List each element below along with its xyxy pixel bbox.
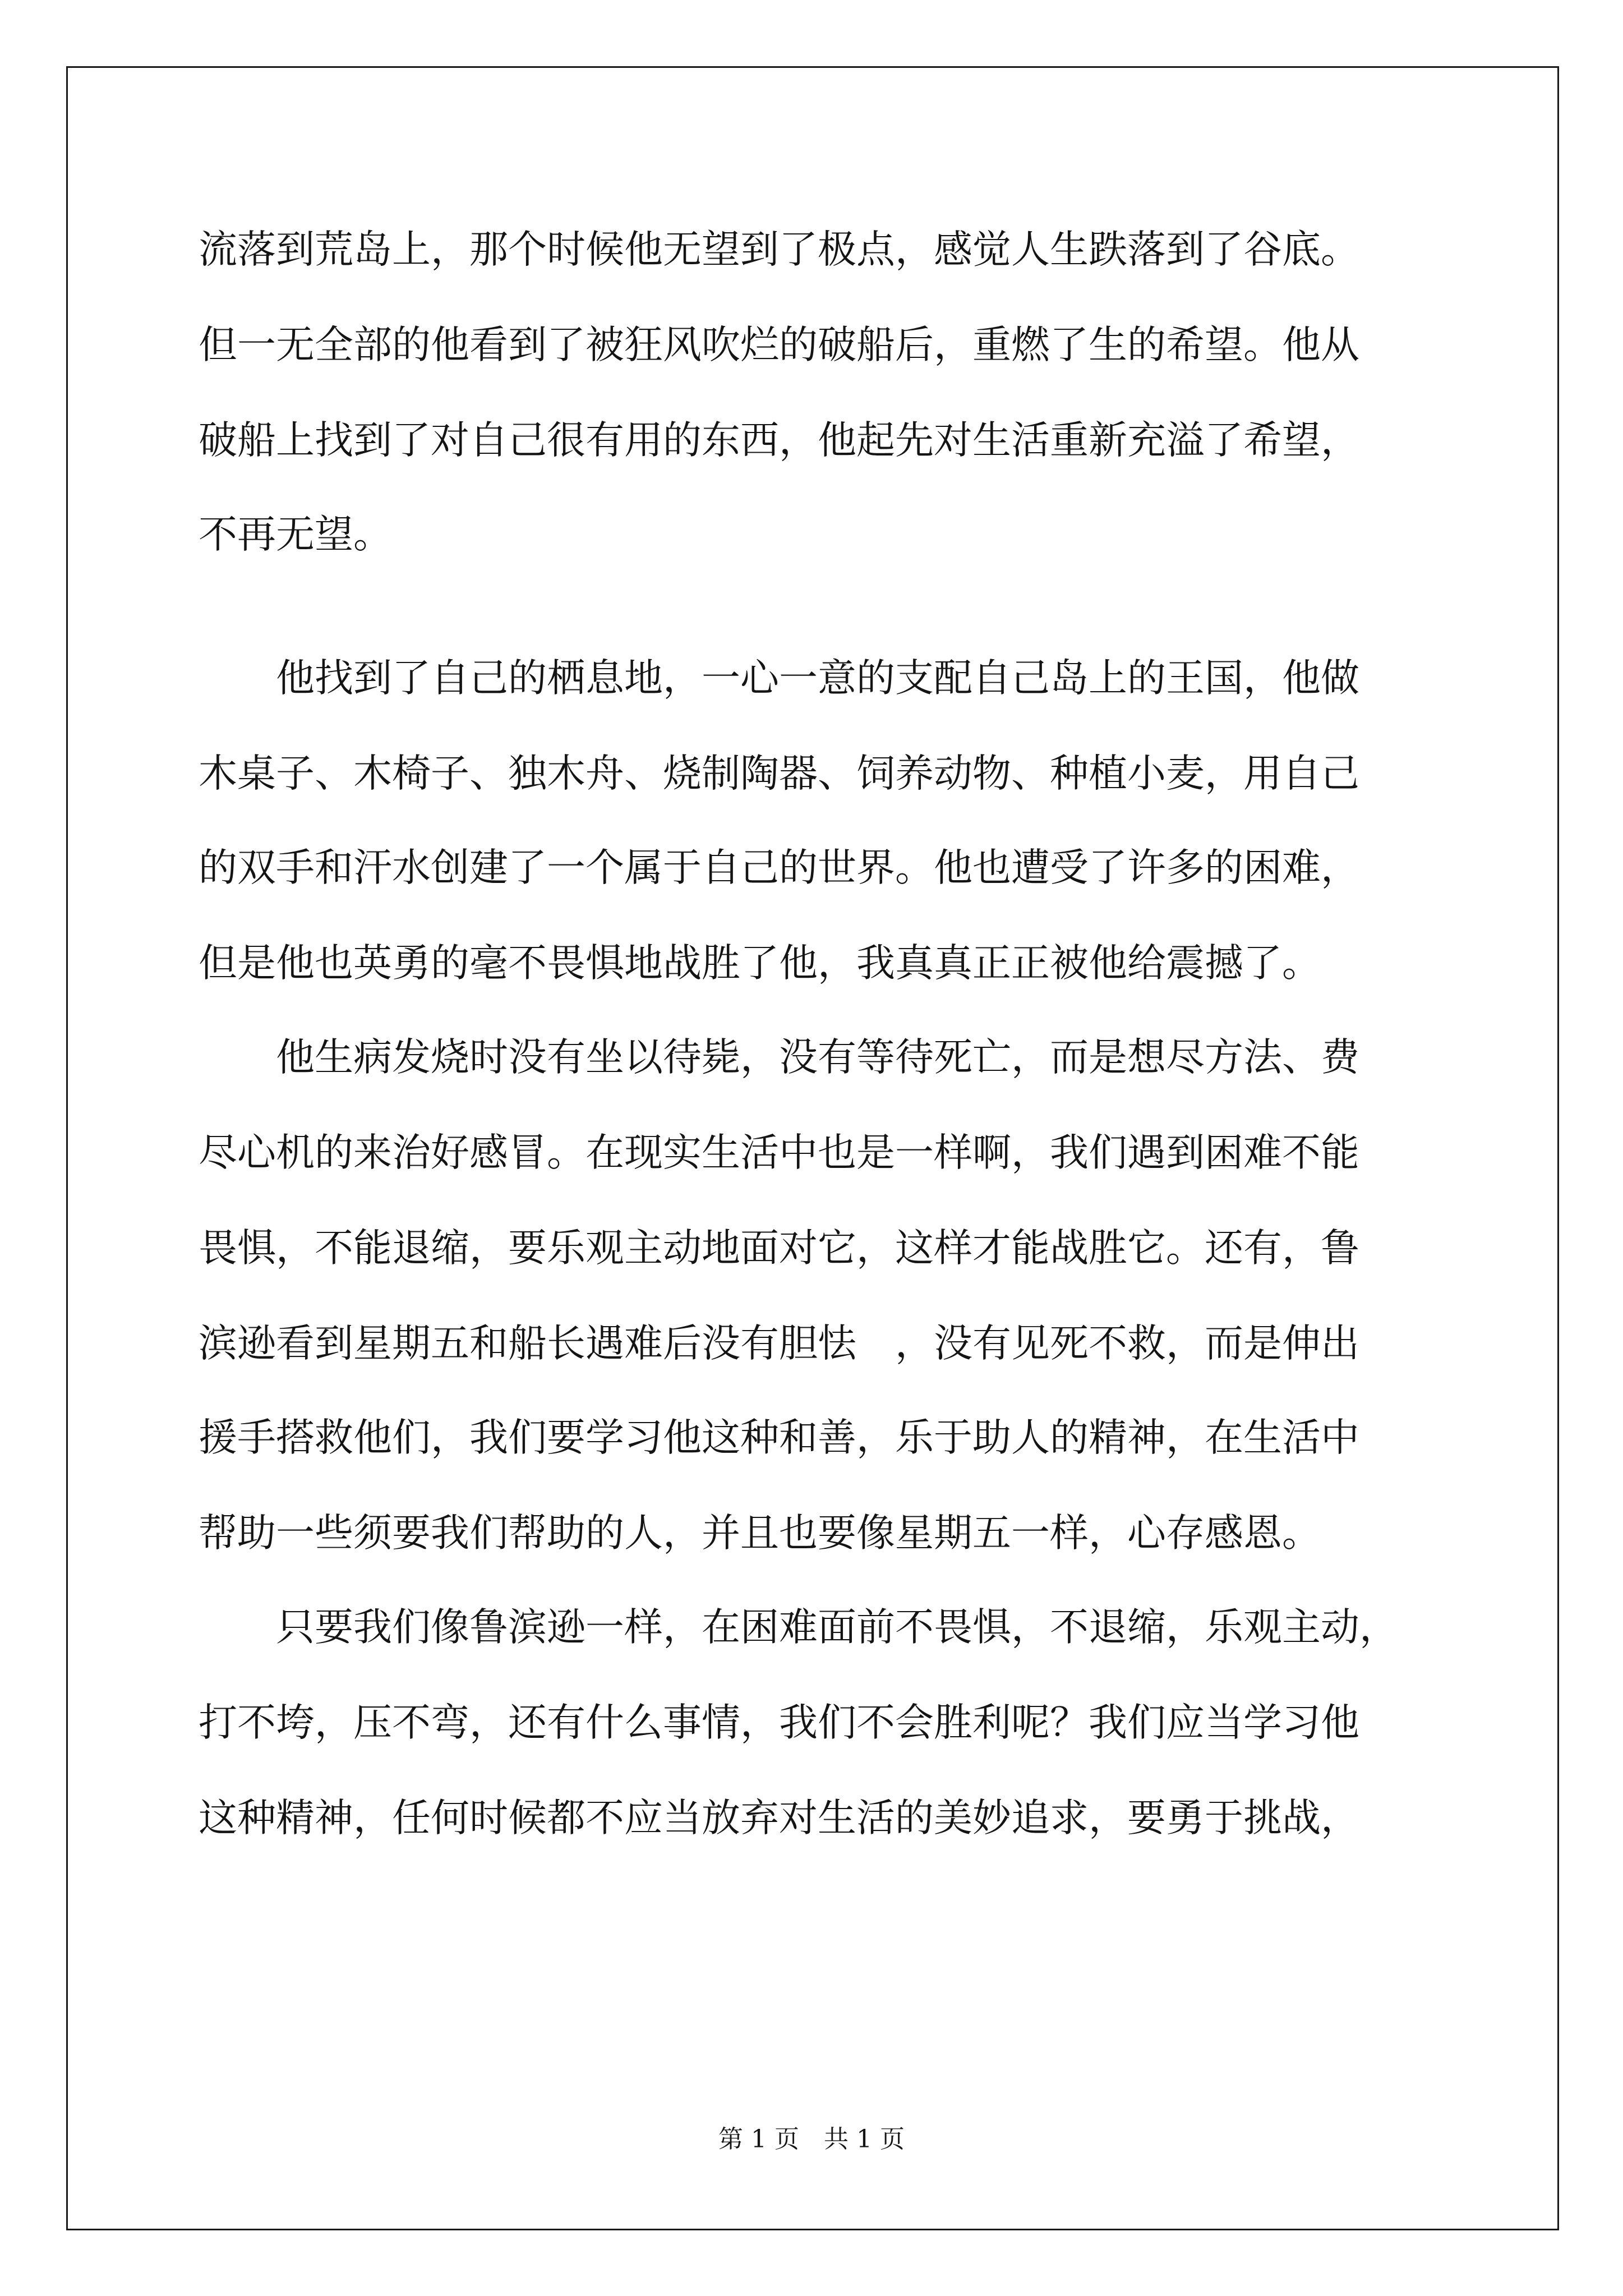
text-line: 但是他也英勇的毫不畏惧地战胜了他，我真真正正被他给震撼了。 (199, 941, 1321, 986)
text-line: 他生病发烧时没有坐以待毙，没有等待死亡，而是想尽方法、费 (199, 1035, 1359, 1080)
text-line: 破船上找到了对自己很有用的东西，他起先对生活重新充溢了希望， (199, 418, 1359, 463)
text-line: 只要我们像鲁滨逊一样，在困难面前不畏惧，不退缩，乐观主动， (199, 1605, 1398, 1650)
text-line: 不再无望。 (199, 512, 392, 557)
text-line: 这种精神，任何时候都不应当放弃对生活的美妙追求，要勇于挑战， (199, 1796, 1359, 1841)
text-line: 木桌子、木椅子、独木舟、烧制陶器、饲养动物、种植小麦，用自己 (199, 751, 1359, 796)
text-line: 的双手和汗水创建了一个属于自己的世界。他也遭受了许多的困难， (199, 845, 1359, 890)
page-footer: 第 1 页 共 1 页 (718, 2125, 905, 2154)
text-line: 打不垮，压不弯，还有什么事情，我们不会胜利呢？我们应当学习他 (199, 1700, 1359, 1745)
text-line: 但一无全部的他看到了被狂风吹烂的破船后，重燃了生的希望。他从 (199, 323, 1359, 367)
text-line: 援手搭救他们，我们要学习他这种和善，乐于助人的精神，在生活中 (199, 1415, 1359, 1460)
text-line: 尽心机的来治好感冒。在现实生活中也是一样啊，我们遇到困难不能 (199, 1130, 1359, 1175)
text-line: 帮助一些须要我们帮助的人，并且也要像星期五一样，心存感恩。 (199, 1511, 1321, 1556)
text-line: 畏惧，不能退缩，要乐观主动地面对它，这样才能战胜它。还有，鲁 (199, 1226, 1359, 1271)
text-line: 他找到了自己的栖息地，一心一意的支配自己岛上的王国，他做 (199, 656, 1359, 701)
text-line: 流落到荒岛上，那个时候他无望到了极点，感觉人生跌落到了谷底。 (199, 227, 1359, 272)
text-line: 滨逊看到星期五和船长遇难后没有胆怯 ，没有见死不救，而是伸出 (199, 1321, 1359, 1366)
